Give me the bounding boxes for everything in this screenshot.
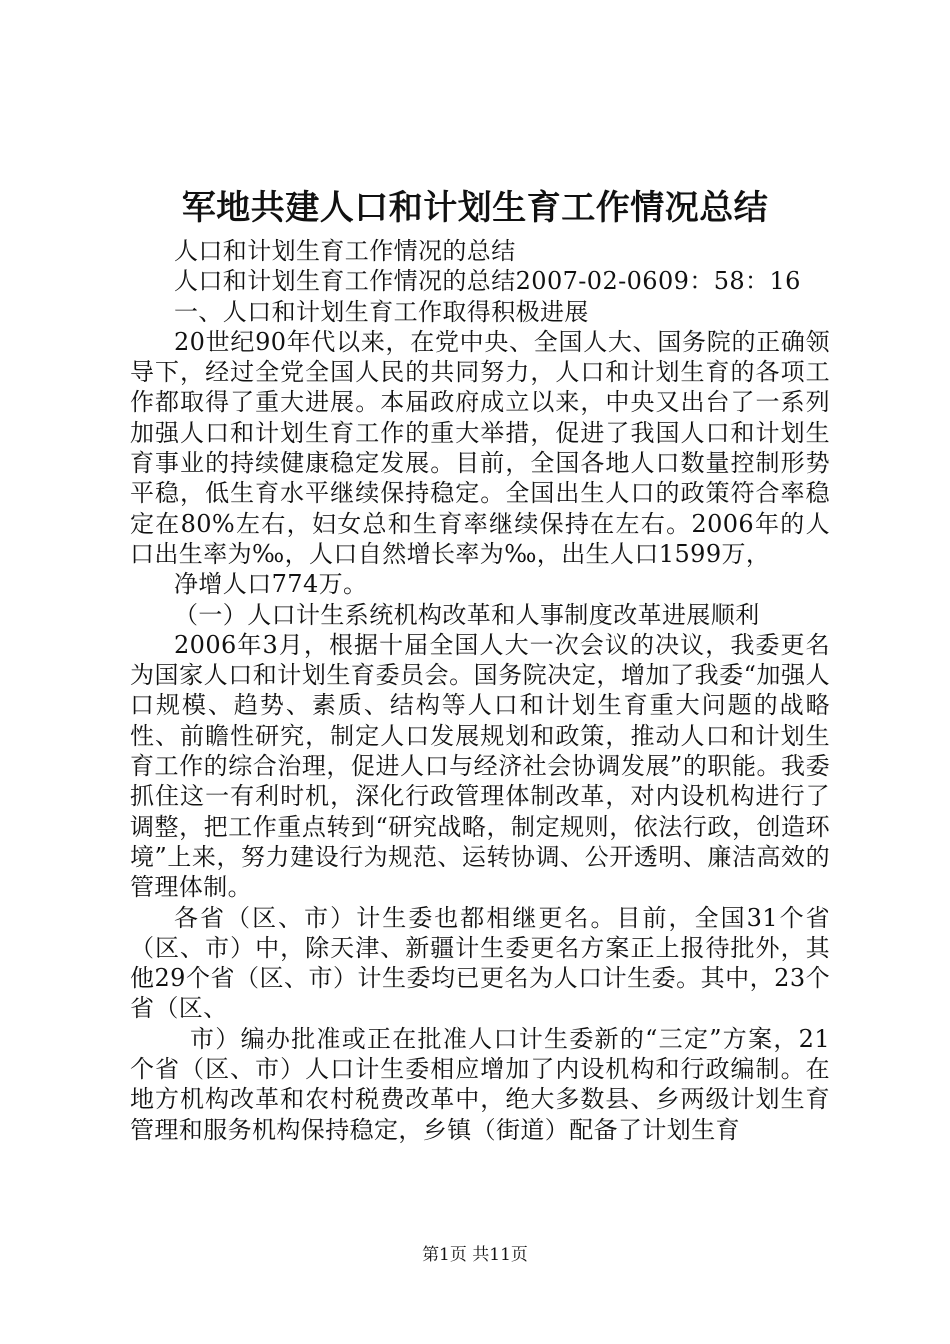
paragraph-1: 20世纪90年代以来，在党中央、全国人大、国务院的正确领导下，经过全党全国人民的共同努力，人口和计划生育的各项工作都取得了重大进展。本届政府成立以来，中央又出台了一系列加强人口和计划生育工作的重大举措，促进了我国人口和计划生育事业的持续健康稳定发展。目前，全国各地人口数量控制形势平稳，低生育水平继续保持稳定。全国出生人口的政策符合率稳定在80%左右，妇女总和生育率继续保持在左右。2006年的人口出生率为‰，人口自然增长率为‰，出生人口1599万， [130,327,830,568]
dateline: 人口和计划生育工作情况的总结2007-02-0609：58：16 [174,267,801,296]
subtitle-line: 人口和计划生育工作情况的总结 [174,237,516,265]
paragraph-5: 市）编办批准或正在批准人口计生委新的“三定”方案，21个省（区、市）人口计生委相应增加了内设机构和行政编制。在地方机构改革和农村税费改革中，绝大多数县、乡两级计划生育管理和服务机构保持稳定，乡镇（街道）配备了计划生育 [130,1024,830,1144]
paragraph-3: 2006年3月，根据十届全国人大一次会议的决议，我委更名为国家人口和计划生育委员会。国务院决定，增加了我委“加强人口规模、趋势、素质、结构等人口和计划生育重大问题的战略性、前瞻性研究，制定人口发展规划和政策，推动人口和计划生育工作的综合治理，促进人口与经济社会协调发展”的职能。我委抓住这一有利时机，深化行政管理体制改革，对内设机构进行了调整，把工作重点转到“研究战略，制定规则，依法行政，创造环境”上来，努力建设行为规范、运转协调、公开透明、廉洁高效的管理体制。 [130,630,830,902]
section-heading: 一、人口和计划生育工作取得积极进展 [174,297,589,326]
subsection-heading: （一）人口计生系统机构改革和人事制度改革进展顺利 [174,600,760,629]
page-footer: 第1页 共11页 [422,1245,528,1265]
paragraph-2: 净增人口774万。 [174,570,368,599]
paragraph-4: 各省（区、市）计生委也都相继更名。目前，全国31个省（区、市）中，除天津、新疆计生委更名方案正上报待批外，其他29个省（区、市）计生委均已更名为人口计生委。其中，23个省（区、 [130,903,830,1023]
document-title: 军地共建人口和计划生育工作情况总结 [181,188,769,228]
document-body [130,236,830,1145]
